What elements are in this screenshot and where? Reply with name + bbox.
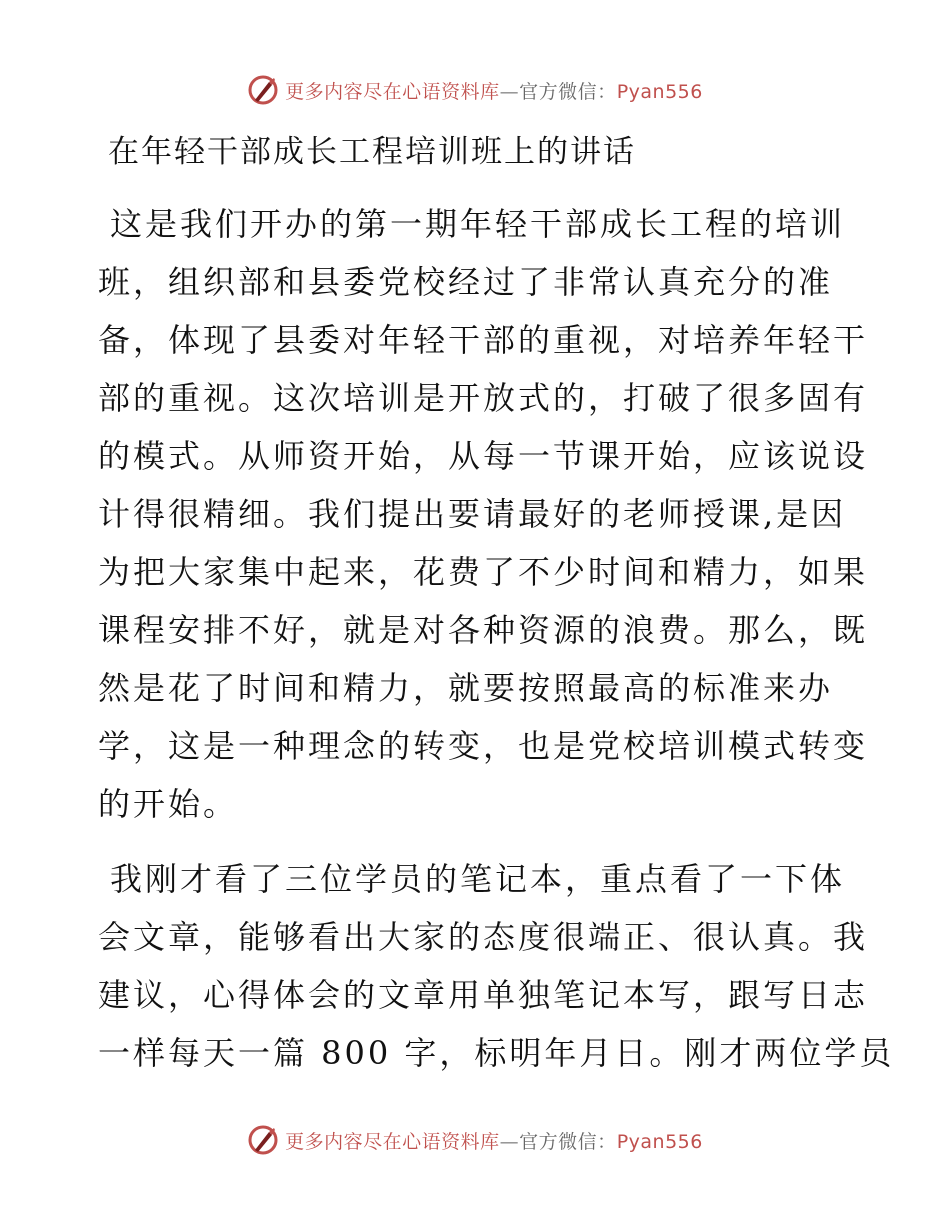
watermark-text — [285, 77, 703, 104]
text-line: 的模式。从师资开始，从每一节课开始，应该说设 — [98, 437, 869, 475]
text-line: 会文章，能够看出大家的态度很端正、很认真。我 — [98, 918, 869, 956]
watermark-main: 更多内容尽在心语资料库 — [285, 1130, 500, 1153]
paragraph-2 — [98, 850, 895, 1082]
paragraph-1 — [98, 195, 869, 833]
text-line: 备，体现了县委对年轻干部的重视，对培养年轻干 — [98, 321, 869, 359]
quill-logo-icon — [247, 1124, 279, 1156]
header-watermark — [0, 70, 950, 110]
watermark-label: 官方微信： — [519, 1130, 617, 1153]
text-line: 这是我们开办的第一期年轻干部成长工程的培训 — [110, 205, 846, 243]
text-line: 一样每天一篇 800 字，标明年月日。刚才两位学员 — [98, 1034, 895, 1072]
text-line: 班，组织部和县委党校经过了非常认真充分的准 — [98, 263, 834, 301]
watermark-wechat: Pyan556 — [616, 1130, 703, 1153]
footer-watermark — [0, 1120, 950, 1160]
watermark-wechat: Pyan556 — [616, 80, 703, 103]
text-line: 我刚才看了三位学员的笔记本，重点看了一下体 — [110, 860, 846, 898]
watermark-text — [285, 1127, 703, 1154]
text-line: 为把大家集中起来，花费了不少时间和精力，如果 — [98, 553, 869, 591]
quill-logo-icon — [247, 74, 279, 106]
text-line: 建议，心得体会的文章用单独笔记本写，跟写日志 — [98, 976, 869, 1014]
watermark-label: 官方微信： — [519, 80, 617, 103]
text-line: 学，这是一种理念的转变，也是党校培训模式转变 — [98, 727, 869, 765]
text-line: 计得很精细。我们提出要请最好的老师授课,是因 — [98, 495, 847, 533]
text-line: 课程安排不好，就是对各种资源的浪费。那么，既 — [98, 611, 869, 649]
watermark-separator: — — [499, 1130, 520, 1153]
text-line: 的开始。 — [98, 785, 239, 823]
watermark-main: 更多内容尽在心语资料库 — [285, 80, 500, 103]
document-title: 在年轻干部成长工程培训班上的讲话 — [108, 134, 636, 170]
text-line: 然是花了时间和精力，就要按照最高的标准来办 — [98, 669, 834, 707]
watermark-separator: — — [499, 80, 520, 103]
text-line: 部的重视。这次培训是开放式的，打破了很多固有 — [98, 379, 869, 417]
